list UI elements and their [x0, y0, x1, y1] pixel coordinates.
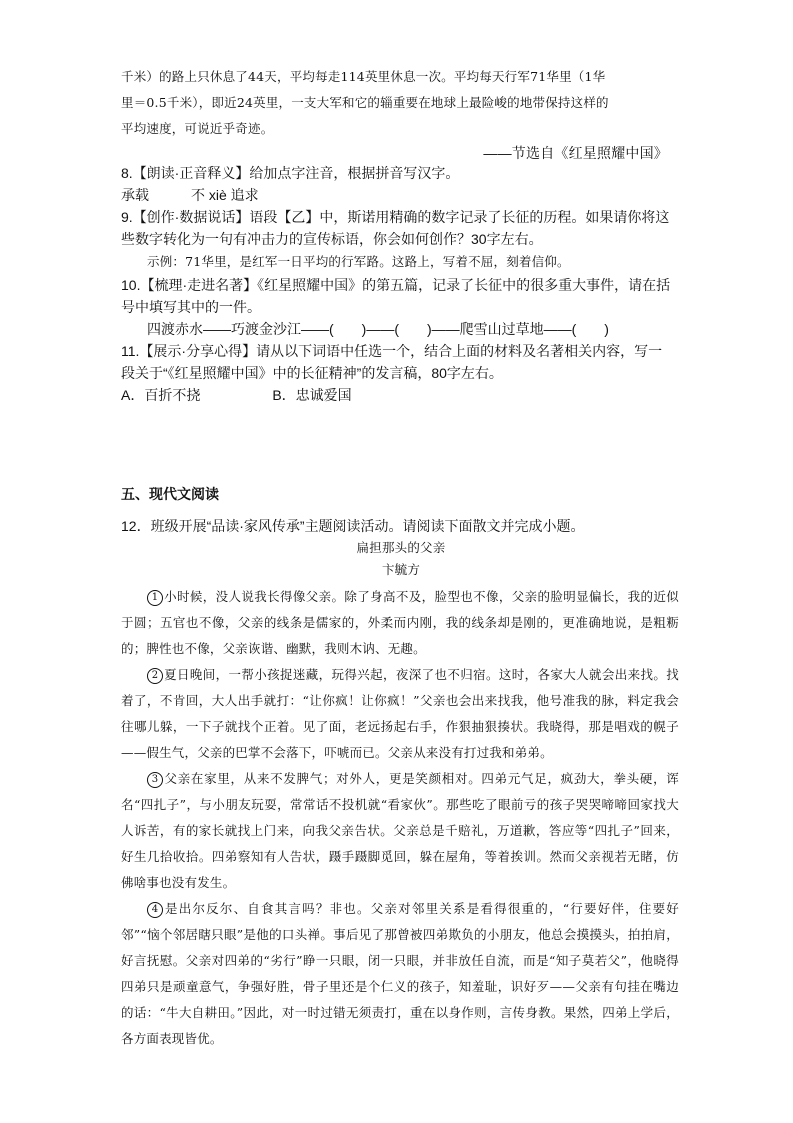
- option-b: B．忠诚爱国: [272, 387, 352, 403]
- question-10-chain: 四渡赤水——巧渡金沙江——( )——( )——爬雪山过草地——( ): [147, 321, 609, 337]
- excerpt-source: ——节选自《红星照耀中国》: [483, 145, 668, 161]
- paragraph-text: 是出尔反尔、自食其言吗？非也。父亲对邻里关系是看得很重的，“行要好伴，住要好邻”“恼个邻居瞎只眼”是他的口头禅。事后见了那曾被四弟欺负的小朋友，他总会摸摸头，拍拍肩，好言抚慰。父亲对四弟的“劣行”睁一只眼，闭一只眼，并非放任自流，而是“知子莫若父”，他晓得四弟只是顽童意气，争强好胜，骨子里还是个仁义的孩子，知羞耻，识好歹——父亲有句挂在嘴边的话：“牛大自耕田。”因此，对一时过错无须责打，重在以身作则，言传身教。果然，四弟上学后，各方面表现皆优。: [121, 901, 679, 1046]
- paragraph-text: 夏日晚间，一帮小孩捉迷藏，玩得兴起，夜深了也不归宿。这时，各家大人就会出来找。找着了，不肯回，大人出手就打：“让你疯！让你疯！”父亲也会出来找我，他号准我的脉，料定我会往哪儿躲，一下子就找个正着。见了面，老远扬起右手，作狠抽狠揍状。我晓得，那是唱戏的幌子——假生气，父亲的巴掌不会落下，吓唬而已。父亲从来没有打过我和弟弟。: [121, 667, 679, 760]
- excerpt-line: 里＝0.5千米），即近24英里，一支大军和它的辎重要在地球上最险峻的地带保持这样的: [121, 95, 609, 110]
- article-title: 扁担那头的父亲: [356, 540, 446, 555]
- question-8: 8.【朗读·正音释义】给加点字注音，根据拼音写汉字。: [121, 165, 460, 181]
- excerpt-line: 千米）的路上只休息了44天，平均每走114英里休息一次。平均每天行军71华里（1华: [121, 69, 606, 84]
- article-paragraph: [121, 896, 679, 1052]
- question-10-line: 10.【梳理·走进名著】《红星照耀中国》的第五篇，记录了长征中的很多重大事件，请在括: [121, 277, 671, 293]
- section-title: 五、现代文阅读: [121, 486, 219, 502]
- question-9-line: 些数字转化为一句有冲击力的宣传标语，你会如何创作？30字左右。: [121, 231, 543, 247]
- article-paragraph: [121, 662, 679, 766]
- paragraph-number: 4: [147, 902, 163, 918]
- paragraph-text: 小时候，没人说我长得像父亲。除了身高不及，脸型也不像，父亲的脸明显偏长，我的近似于圆；五官也不像，父亲的线条是儒家的，外柔而内刚，我的线条却是刚的，更准确地说，是粗粝的；脾性也不像，父亲诙谐、幽默，我则木讷、无趣。: [121, 589, 679, 656]
- question-11-line: 11.【展示·分享心得】请从以下词语中任选一个，结合上面的材料及名著相关内容，写一: [121, 343, 663, 359]
- question-9-line: 9.【创作·数据说话】语段【乙】中，斯诺用精确的数字记录了长征的历程。如果请你将这: [121, 209, 670, 225]
- paragraph-text: 父亲在家里，从来不发脾气；对外人，更是笑颜相对。四弟元气足，疯劲大，拳头硬，诨名“四扎子”，与小朋友玩耍，常常话不投机就“看家伙”。那些吃了眼前亏的孩子哭哭啼啼回家找大人诉苦，有的家长就找上门来，向我父亲告状。父亲总是千赔礼，万道歉，答应等“四扎子”回来，好生几拾收拾。四弟察知有人告状，蹑手蹑脚觅回，躲在屋角，等着挨训。然而父亲视若无睹，仿佛啥事也没有发生。: [121, 771, 679, 890]
- article-body: [121, 584, 679, 1052]
- paragraph-number: 1: [147, 590, 163, 606]
- option-a: A．百折不挠: [121, 387, 201, 403]
- article-paragraph: [121, 584, 679, 662]
- question-12: [121, 515, 681, 581]
- question-11-line: 段关于“《红星照耀中国》中的长征精神”的发言稿，80字左右。: [121, 365, 503, 381]
- questions-block: [121, 162, 681, 406]
- question-12-prompt: 12．班级开展“品读·家风传承”主题阅读活动。请阅读下面散文并完成小题。: [121, 518, 585, 534]
- question-11-options: [121, 384, 681, 406]
- excerpt-passage: [121, 64, 676, 164]
- excerpt-line: 平均速度，可说近乎奇迹。: [121, 121, 274, 136]
- paragraph-number: 3: [147, 772, 163, 788]
- paragraph-number: 2: [147, 668, 163, 684]
- question-8-items: 承载 不 xiè 追求: [121, 187, 259, 203]
- article-author: 卞毓方: [381, 562, 421, 577]
- question-9-example: 示例：71华里，是红军一日平均的行军路。这路上，写着不屈，刻着信仰。: [147, 254, 570, 269]
- article-paragraph: [121, 766, 679, 896]
- question-10-line: 号中填写其中的一件。: [121, 299, 261, 315]
